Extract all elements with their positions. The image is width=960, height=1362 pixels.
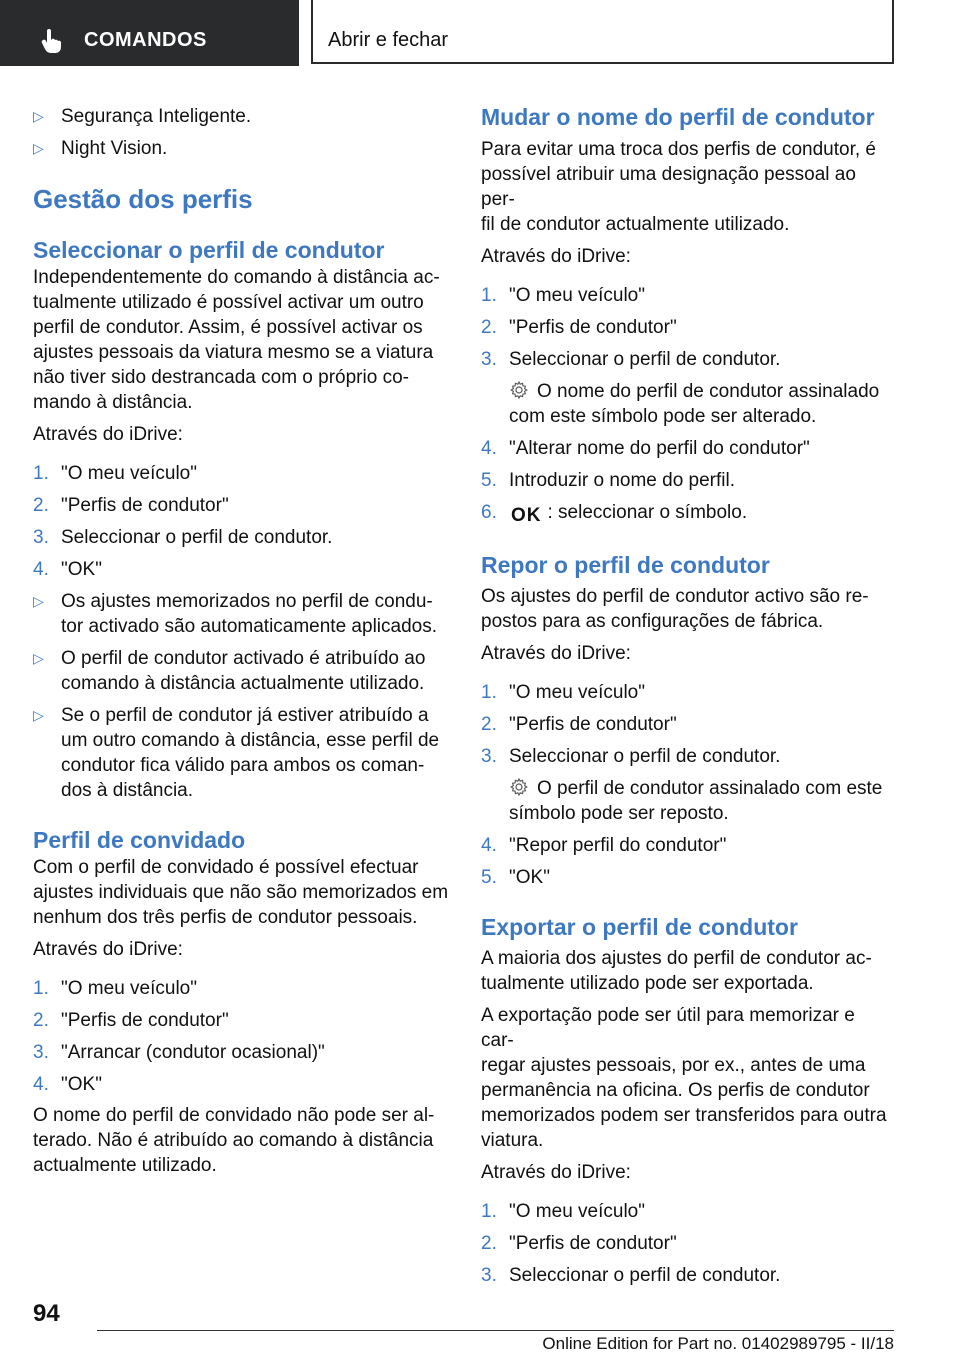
step-item: 2. "Perfis de condutor": [33, 1010, 229, 1031]
step-item: 5. Introduzir o nome do perfil.: [481, 470, 736, 491]
list-item: ▷ Segurança Inteligente.: [33, 106, 252, 127]
chapter-tab: [311, 0, 894, 64]
step-item: 1. "O meu veículo": [481, 682, 645, 703]
step-item: 6. OK : seleccionar o símbolo.: [481, 502, 748, 526]
gear-icon: [509, 380, 529, 400]
step-item: 1. "O meu veículo": [33, 463, 197, 484]
step-item: 3. Seleccionar o perfil de condutor.: [481, 746, 781, 767]
step-item: 5. "OK": [481, 867, 550, 888]
triangle-bullet-icon: ▷: [33, 707, 44, 723]
left-column: [33, 100, 451, 1178]
idrive-label: Através do iDrive:: [33, 939, 183, 960]
list-item: ▷ Se o perfil de condutor já estiver atribuído a um outro comando à distância, esse perfil de condutor fica válido para ambos os coman‐ dos à distância.: [33, 705, 440, 801]
step-item: 2. "Perfis de condutor": [33, 495, 229, 516]
idrive-label: Através do iDrive:: [481, 643, 631, 664]
list-item: ▷ Night Vision.: [33, 138, 168, 159]
step-item: 4. "OK": [33, 559, 102, 580]
step-item: 3. Seleccionar o perfil de condutor.: [481, 349, 781, 370]
page-number: 94: [33, 1300, 60, 1327]
step-item: 4. "Alterar nome do perfil do condutor": [481, 438, 810, 459]
footer-divider: [97, 1330, 894, 1331]
paragraph-exportar: A maioria dos ajustes do perfil de condutor ac‐ tualmente utilizado pode ser exportada.: [481, 948, 872, 994]
triangle-bullet-icon: ▷: [33, 108, 44, 124]
paragraph-exportar-2: A exportação pode ser útil para memorizar e car‐ regar ajustes pessoais, por ex., antes de uma permanência na oficina. Os perfis de condutor memorizados podem ser transferidos para outra viatura.: [481, 1005, 887, 1151]
section-tab: [0, 0, 299, 66]
section-title: COMANDOS: [84, 29, 207, 51]
idrive-label: Através do iDrive:: [481, 1162, 631, 1183]
paragraph-seleccionar: Independentemente do comando à distância ac‐ tualmente utilizado é possível activar um outro perfil de condutor. Assim, é possível activar os ajustes pessoais da viatura mesmo se a viatura não tiver sido destrancada com o próprio co‐ mando à distância.: [33, 267, 440, 413]
step-item: 2. "Perfis de condutor": [481, 714, 677, 735]
list-item: ▷ O perfil de condutor activado é atribuído ao comando à distância actualmente utilizado.: [33, 648, 426, 694]
chapter-title: Abrir e fechar: [328, 29, 449, 51]
paragraph-convidado-note: O nome do perfil de convidado não pode ser al‐ terado. Não é atribuído ao comando à distância actualmente utilizado.: [33, 1105, 435, 1176]
gear-icon: [509, 777, 529, 797]
gear-note: O nome do perfil de condutor assinalado com este símbolo pode ser alterado.: [509, 381, 880, 427]
paragraph-mudar: Para evitar uma troca dos perfis de condutor, é possível atribuir uma designação pessoal ao per‐ fil de condutor actualmente utilizado.: [481, 139, 876, 235]
triangle-bullet-icon: ▷: [33, 593, 44, 609]
ok-symbol-icon: OK: [511, 505, 542, 526]
step-item: 4. "Repor perfil do condutor": [481, 835, 727, 856]
heading-repor: Repor o perfil de condutor: [481, 552, 770, 578]
heading-convidado: Perfil de convidado: [33, 827, 246, 853]
step-item: 1. "O meu veículo": [33, 978, 197, 999]
step-item: 2. "Perfis de condutor": [481, 1233, 677, 1254]
list-item: ▷ Os ajustes memorizados no perfil de condu‐ tor activado são automaticamente aplicados.: [33, 591, 437, 637]
step-item: 4. "OK": [33, 1074, 102, 1095]
heading-exportar: Exportar o perfil de condutor: [481, 914, 798, 940]
heading-gestao: Gestão dos perfis: [33, 184, 253, 214]
step-item: 1. "O meu veículo": [481, 1201, 645, 1222]
triangle-bullet-icon: ▷: [33, 140, 44, 156]
step-item: 3. Seleccionar o perfil de condutor.: [33, 527, 333, 548]
step-item: 3. "Arrancar (condutor ocasional)": [33, 1042, 325, 1063]
idrive-label: Através do iDrive:: [33, 424, 183, 445]
right-column: [481, 100, 891, 1288]
heading-mudar: Mudar o nome do perfil de condutor: [481, 104, 875, 130]
heading-seleccionar: Seleccionar o perfil de condutor: [33, 237, 385, 263]
paragraph-repor: Os ajustes do perfil de condutor activo são re‐ postos para as configurações de fábrica.: [481, 586, 869, 632]
triangle-bullet-icon: ▷: [33, 650, 44, 666]
edition-footer: Online Edition for Part no. 01402989795 - II/18: [542, 1334, 894, 1353]
idrive-label: Através do iDrive:: [481, 246, 631, 267]
step-item: 2. "Perfis de condutor": [481, 317, 677, 338]
hand-pointer-icon: [38, 26, 66, 54]
step-item: 3. Seleccionar o perfil de condutor.: [481, 1265, 781, 1286]
step-item: 1. "O meu veículo": [481, 285, 645, 306]
gear-note: O perfil de condutor assinalado com este símbolo pode ser reposto.: [509, 778, 883, 824]
paragraph-convidado: Com o perfil de convidado é possível efectuar ajustes individuais que não são memorizados em nenhum dos três perfis de condutor pessoais.: [33, 857, 449, 928]
